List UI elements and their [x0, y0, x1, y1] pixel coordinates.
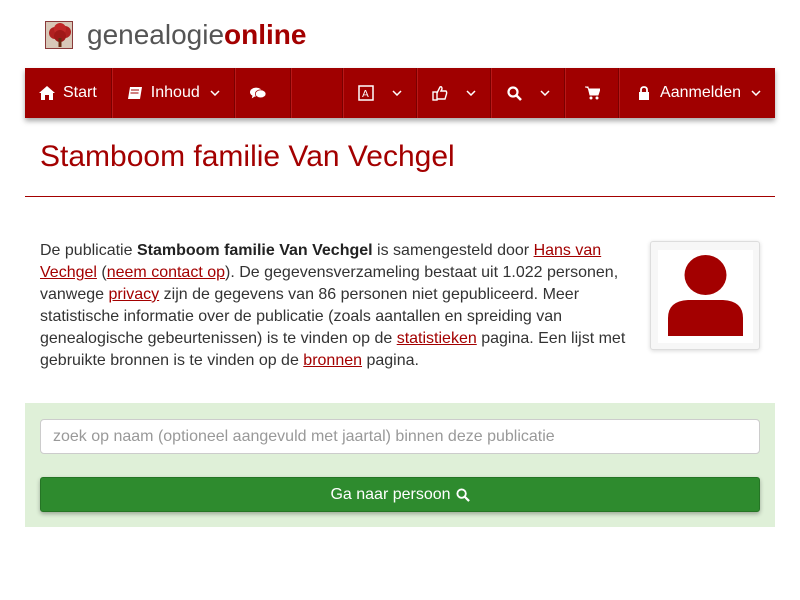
- comments-icon: [250, 85, 266, 101]
- main-navbar: [25, 68, 775, 118]
- book-icon: [127, 85, 143, 101]
- chevron-down-icon: [210, 90, 220, 96]
- author-avatar-card[interactable]: [650, 241, 760, 350]
- publication-name: Stamboom familie Van Vechgel: [136, 242, 373, 259]
- go-to-person-button[interactable]: [40, 477, 760, 512]
- home-icon: [39, 85, 55, 101]
- chevron-down-icon: [540, 90, 550, 96]
- nav-shop[interactable]: [565, 68, 619, 118]
- search-icon: [456, 488, 470, 502]
- site-logo[interactable]: [45, 18, 306, 52]
- title-divider: [25, 196, 775, 197]
- go-to-person-label: Ga naar persoon: [330, 485, 451, 503]
- nav-start[interactable]: [25, 68, 112, 118]
- svg-text:A: A: [362, 89, 369, 100]
- nav-inhoud-label: Inhoud: [150, 84, 200, 101]
- privacy-link[interactable]: privacy: [108, 286, 160, 303]
- nav-inhoud[interactable]: [112, 68, 235, 118]
- page-title: Stamboom familie Van Vechgel: [40, 140, 455, 173]
- tree-logo-icon: [45, 21, 73, 49]
- nav-forum[interactable]: [235, 68, 291, 118]
- nav-spacer: [291, 68, 343, 118]
- nav-login[interactable]: [619, 68, 775, 118]
- user-silhouette-icon: [658, 250, 753, 343]
- statistics-link[interactable]: statistieken: [396, 330, 477, 347]
- chevron-down-icon: [466, 90, 476, 96]
- author-link[interactable]: Hans van Vechgel: [40, 242, 602, 281]
- nav-language[interactable]: [343, 68, 417, 118]
- contact-link[interactable]: neem contact op: [106, 264, 226, 281]
- publication-intro: De publicatie Stamboom familie Van Vechgel is samengesteld door Hans van Vechgel (neem contact op). De gegevensverzameling bestaat uit 1.022 personen, vanwege privacy zijn de gegevens van 86 personen niet gepubliceerd. Meer statistische informatie over de publicatie (zoals aantallen en spreiding van genealogische gebeurtenissen) is te vinden op de statistieken pagina. Een lijst met gebruikte bronnen is te vinden op de bronnen pagina.: [40, 242, 626, 369]
- nav-recommend[interactable]: [417, 68, 491, 118]
- person-search-panel: [25, 403, 775, 527]
- person-search-input[interactable]: [40, 419, 760, 454]
- language-icon: [358, 85, 374, 101]
- nav-search[interactable]: [491, 68, 565, 118]
- nav-start-label: Start: [63, 84, 97, 101]
- chevron-down-icon: [751, 90, 761, 96]
- lock-icon: [636, 85, 652, 101]
- nav-login-label: Aanmelden: [660, 84, 741, 101]
- cart-icon: [584, 85, 600, 101]
- chevron-down-icon: [392, 90, 402, 96]
- thumbs-up-icon: [432, 85, 448, 101]
- avatar: [658, 250, 753, 343]
- site-name: genealogieonline: [87, 19, 307, 50]
- sources-link[interactable]: bronnen: [303, 352, 363, 369]
- search-icon: [506, 85, 522, 101]
